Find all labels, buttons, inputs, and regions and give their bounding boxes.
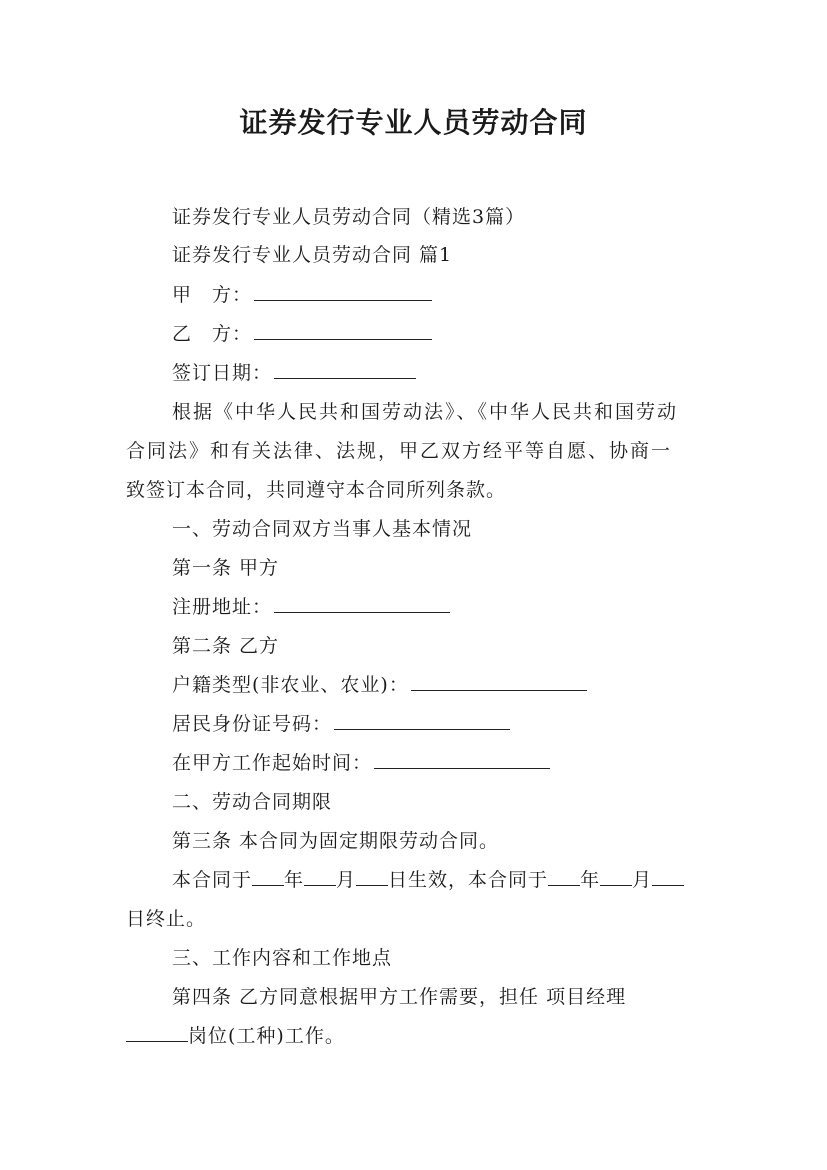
registered-address-line — [172, 592, 450, 619]
id-number-label: 居民身份证号码： — [172, 713, 333, 735]
registered-address-blank — [274, 596, 450, 613]
end-day-blank — [652, 869, 684, 886]
end-year-blank — [548, 869, 580, 886]
household-type-label: 户籍类型(非农业、农业)： — [172, 674, 409, 696]
term-effective: 日生效，本合同于 — [388, 869, 549, 891]
intro-line-2: 合同法》和有关法律、法规，甲乙双方经平等自愿、协商一 — [126, 440, 673, 462]
start-time-label: 在甲方工作起始时间： — [172, 752, 373, 774]
id-number-blank — [334, 713, 510, 730]
post-blank — [126, 1025, 188, 1042]
article-4-line-2 — [126, 1021, 345, 1048]
term-month-1: 月 — [336, 869, 357, 891]
section-1-heading: 一、劳动合同双方当事人基本情况 — [172, 518, 473, 540]
registered-address-label: 注册地址： — [172, 596, 273, 618]
term-year-2: 年 — [580, 869, 601, 891]
start-time-blank — [374, 752, 550, 769]
sign-date-label: 签订日期： — [172, 362, 273, 384]
subtitle: 证券发行专业人员劳动合同（精选3篇） — [172, 206, 526, 228]
end-month-blank — [600, 869, 632, 886]
party-a-label: 甲 方： — [172, 284, 253, 306]
party-b-blank — [254, 323, 432, 340]
sign-date-blank — [274, 362, 416, 379]
term-line — [172, 865, 684, 892]
household-type-line — [172, 670, 587, 697]
start-time-line — [172, 748, 550, 775]
term-year-1: 年 — [284, 869, 305, 891]
id-number-line — [172, 709, 510, 736]
article-4-suffix: 岗位(工种)工作。 — [188, 1025, 345, 1047]
term-end: 日终止。 — [126, 908, 207, 930]
term-prefix: 本合同于 — [172, 869, 253, 891]
article-2: 第二条 乙方 — [172, 635, 280, 657]
start-day-blank — [356, 869, 388, 886]
article-3: 第三条 本合同为固定期限劳动合同。 — [172, 830, 500, 852]
document-title: 证券发行专业人员劳动合同 — [239, 106, 588, 139]
term-month-2: 月 — [632, 869, 653, 891]
party-b-line — [172, 319, 432, 346]
part-heading: 证券发行专业人员劳动合同 篇1 — [172, 244, 453, 266]
party-a-line — [172, 280, 432, 307]
article-4-line-1: 第四条 乙方同意根据甲方工作需要，担任 项目经理 — [172, 986, 627, 1008]
party-b-label: 乙 方： — [172, 323, 253, 345]
start-month-blank — [304, 869, 336, 886]
section-2-heading: 二、劳动合同期限 — [172, 791, 333, 813]
article-1: 第一条 甲方 — [172, 557, 280, 579]
sign-date-line — [172, 358, 416, 385]
household-type-blank — [411, 674, 587, 691]
party-a-blank — [254, 284, 432, 301]
section-3-heading: 三、工作内容和工作地点 — [172, 947, 393, 969]
intro-line-3: 致签订本合同，共同遵守本合同所列条款。 — [126, 479, 507, 501]
intro-line-1: 根据《中华人民共和国劳动法》、《中华人民共和国劳动 — [172, 401, 679, 423]
start-year-blank — [252, 869, 284, 886]
